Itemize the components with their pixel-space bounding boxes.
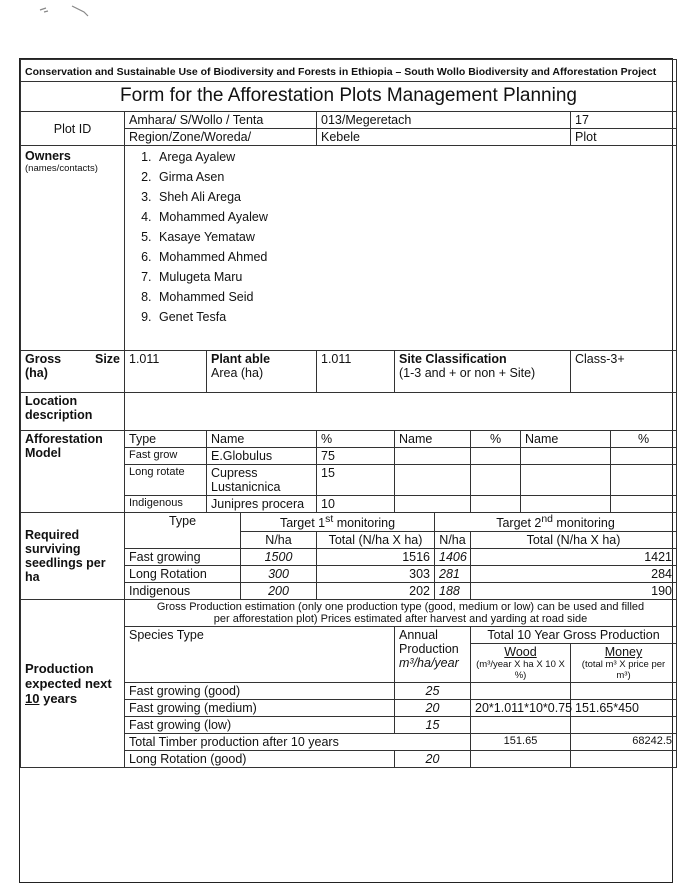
model-name: Cupress Lustanicnica [207, 465, 317, 496]
site-class-value: Class-3+ [571, 351, 677, 393]
seedling-t2: 284 [471, 566, 677, 583]
model-pct: 10 [317, 496, 395, 513]
n-ha-header-1: N/ha [241, 532, 317, 549]
model-col-name-2: Name [395, 431, 471, 448]
model-col-name: Name [207, 431, 317, 448]
model-col-pct-2: % [471, 431, 521, 448]
gross-10yr-header: Total 10 Year Gross Production [471, 627, 677, 644]
seedling-n1: 1500 [241, 549, 317, 566]
owner-item: 5. Kasaye Yemataw [155, 227, 672, 247]
production-annual: 25 [395, 683, 471, 700]
gross-size-label: Gross Size (ha) [21, 351, 125, 393]
pen-mark [32, 2, 92, 32]
form-title: Form for the Afforestation Plots Management Planning [21, 82, 677, 112]
total-header-2: Total (N/ha X ha) [471, 532, 677, 549]
model-name: E.Globulus [207, 448, 317, 465]
production-wood: 20*1.011*10*0.75 [471, 700, 571, 717]
location-value [125, 393, 677, 431]
production-label: Production expected next 10 years [21, 600, 125, 768]
owners-sublabel: (names/contacts) [25, 163, 98, 174]
model-pct: 15 [317, 465, 395, 496]
seedling-type: Indigenous [125, 583, 241, 600]
total-timber-money: 68242.5 [571, 734, 677, 751]
project-line: Conservation and Sustainable Use of Biodiversity and Forests in Ethiopia – South Wollo Biodiversity and Afforestation Project [21, 60, 677, 82]
production-money [571, 717, 677, 734]
money-header: Money (total m³ X price per m³) [571, 644, 677, 683]
plot-value: 17 [571, 112, 677, 129]
target-2-header: Target 2nd monitoring [435, 513, 677, 532]
n-ha-header-2: N/ha [435, 532, 471, 549]
total-timber-wood: 151.65 [471, 734, 571, 751]
seedling-t2: 1421 [471, 549, 677, 566]
plantable-label-cell: Plant able Area (ha) [207, 351, 317, 393]
production-money [571, 683, 677, 700]
owner-item: 8. Mohammed Seid [155, 287, 672, 307]
long-rotation-annual: 20 [395, 751, 471, 768]
seedling-n2: 281 [435, 566, 471, 583]
plot-id-label: Plot ID [21, 112, 125, 146]
production-money: 151.65*450 [571, 700, 677, 717]
owner-item: 3. Sheh Ali Arega [155, 187, 672, 207]
seedling-t1: 1516 [317, 549, 435, 566]
owners-cell [21, 146, 125, 351]
model-col-pct: % [317, 431, 395, 448]
model-type: Long rotate [125, 465, 207, 496]
owner-item: 2. Girma Asen [155, 167, 672, 187]
production-wood [471, 683, 571, 700]
production-type: Fast growing (good) [125, 683, 395, 700]
model-type: Fast grow [125, 448, 207, 465]
seedling-n1: 200 [241, 583, 317, 600]
model-name: Junipres procera [207, 496, 317, 513]
owners-list-cell [125, 146, 677, 351]
afforestation-model-label: Afforestation Model [21, 431, 125, 513]
production-type: Fast growing (medium) [125, 700, 395, 717]
kebele-value: 013/Megeretach [317, 112, 571, 129]
model-type: Indigenous [125, 496, 207, 513]
seedling-n1: 300 [241, 566, 317, 583]
production-type: Fast growing (low) [125, 717, 395, 734]
seedling-type: Long Rotation [125, 566, 241, 583]
total-header-1: Total (N/ha X ha) [317, 532, 435, 549]
owner-item: 7. Mulugeta Maru [155, 267, 672, 287]
production-annual: 15 [395, 717, 471, 734]
seedling-n2: 1406 [435, 549, 471, 566]
gross-size-value: 1.011 [125, 351, 207, 393]
model-col-type: Type [125, 431, 207, 448]
required-seedlings-label: Required surviving seedlings per ha [21, 513, 125, 600]
seedling-t2: 190 [471, 583, 677, 600]
long-rotation-label: Long Rotation (good) [125, 751, 395, 768]
production-wood [471, 717, 571, 734]
model-col-name-3: Name [521, 431, 611, 448]
target-1-header: Target 1st monitoring [241, 513, 435, 532]
wood-header: Wood (m³/year X ha X 10 X %) [471, 644, 571, 683]
production-annual: 20 [395, 700, 471, 717]
total-timber-label: Total Timber production after 10 years [125, 734, 471, 751]
seedlings-col-type: Type [125, 513, 241, 549]
species-type-header: Species Type [125, 627, 395, 683]
owner-item: 9. Genet Tesfa [155, 307, 672, 327]
model-pct: 75 [317, 448, 395, 465]
location-label: Location description [21, 393, 125, 431]
kebele-label: Kebele [317, 129, 571, 146]
seedling-t1: 202 [317, 583, 435, 600]
plot-label: Plot [571, 129, 677, 146]
plantable-value: 1.011 [317, 351, 395, 393]
production-note: Gross Production estimation (only one production type (good, medium or low) can be used and filled per afforestation plot) Prices estimated after harvest and yarding at road side [125, 600, 677, 627]
seedling-n2: 188 [435, 583, 471, 600]
form-table [20, 59, 677, 768]
form-page [19, 58, 673, 883]
seedling-t1: 303 [317, 566, 435, 583]
owner-item: 1. Arega Ayalew [155, 147, 672, 167]
owner-item: 4. Mohammed Ayalew [155, 207, 672, 227]
annual-production-header: Annual Production m³/ha/year [395, 627, 471, 683]
site-class-label-cell: Site Classification (1-3 and + or non + Site) [395, 351, 571, 393]
owners-list [129, 147, 672, 327]
region-label: Region/Zone/Woreda/ [125, 129, 317, 146]
region-value: Amhara/ S/Wollo / Tenta [125, 112, 317, 129]
owner-item: 6. Mohammed Ahmed [155, 247, 672, 267]
seedling-type: Fast growing [125, 549, 241, 566]
model-col-pct-3: % [611, 431, 677, 448]
owners-label: Owners [25, 149, 71, 163]
